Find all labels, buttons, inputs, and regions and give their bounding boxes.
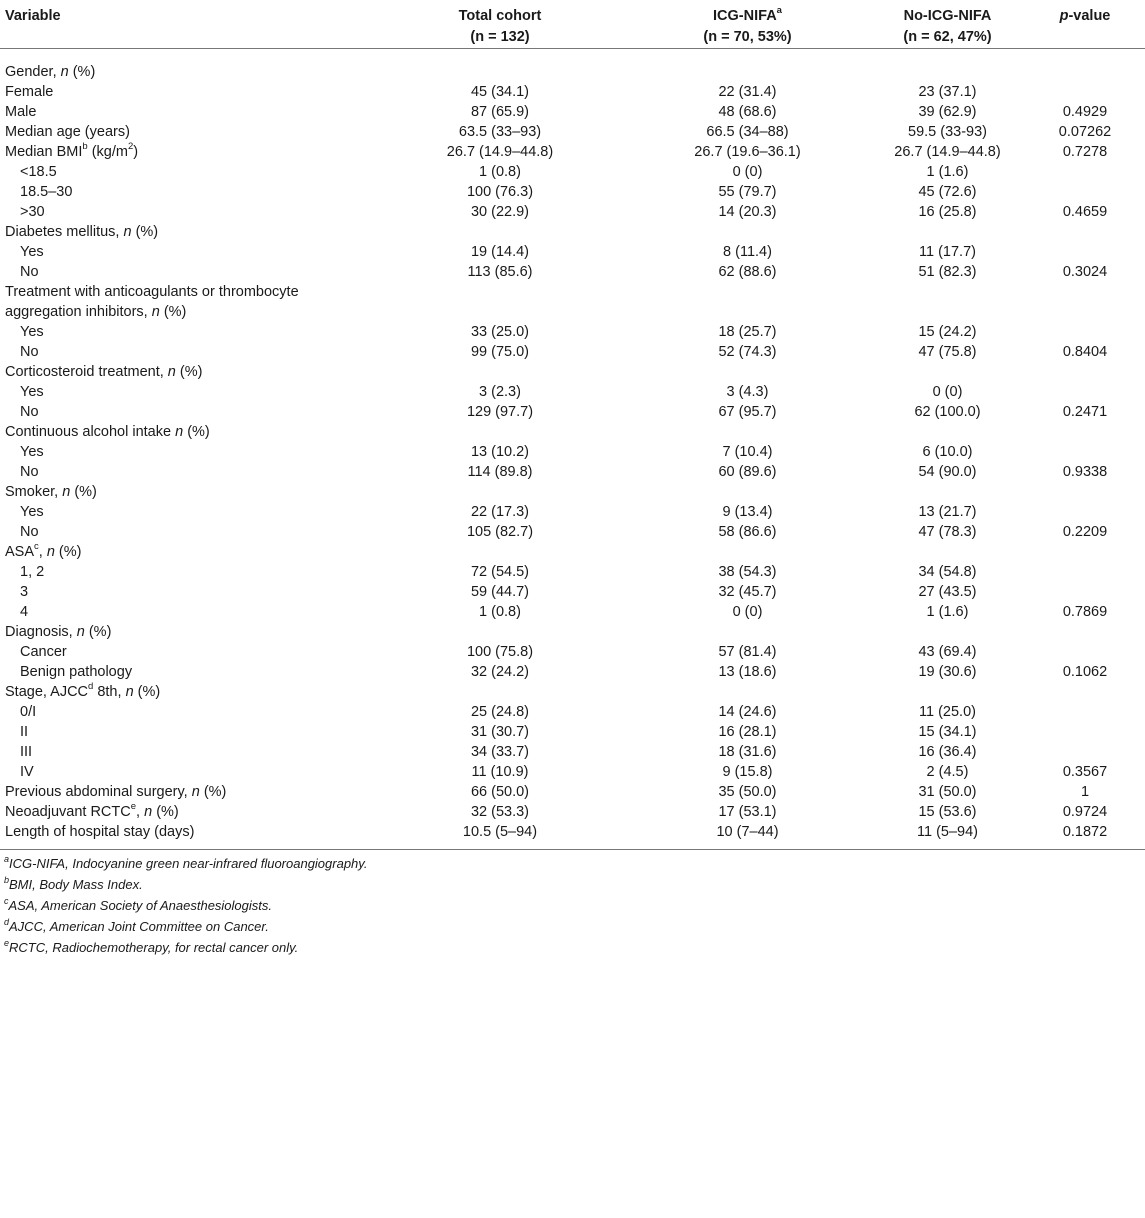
variable-label: II [20, 724, 29, 740]
total-cohort-value [375, 622, 625, 642]
variable-label: Yes [20, 384, 44, 400]
no-icg-nifa-value: 45 (72.6) [918, 184, 977, 200]
p-value: 1 [1080, 784, 1090, 800]
variable-label: 0/I [20, 704, 37, 720]
no-icg-nifa-value [870, 482, 1025, 502]
header-total-cohort: Total cohort (n = 132) [375, 6, 625, 49]
table-row [0, 462, 1145, 482]
variable-label: Previous abdominal surgery, n (%) [5, 784, 227, 800]
total-cohort-value [375, 362, 625, 382]
icg-nifa-value [625, 622, 870, 642]
no-icg-nifa-value: 34 (54.8) [918, 564, 977, 580]
p-value [1025, 442, 1145, 462]
variable-label: 4 [20, 604, 29, 620]
total-cohort-value: 25 (24.8) [470, 704, 530, 720]
table-row [0, 142, 1145, 162]
p-value [1025, 222, 1145, 242]
total-cohort-value: 13 (10.2) [470, 444, 530, 460]
variable-label: No [20, 524, 39, 540]
icg-nifa-value: 32 (45.7) [718, 584, 777, 600]
total-cohort-value: 3 (2.3) [479, 384, 521, 400]
icg-nifa-value: 0 (0) [732, 604, 763, 620]
table-row [0, 822, 1145, 850]
no-icg-nifa-value: 16 (25.8) [918, 204, 977, 220]
no-icg-nifa-value: 23 (37.1) [918, 84, 977, 100]
no-icg-nifa-value: 27 (43.5) [918, 584, 977, 600]
footnote: $^c$ASA, American Society of Anaesthesiologists. [4, 895, 272, 913]
total-cohort-value: 100 (75.8) [466, 644, 534, 660]
icg-nifa-value [625, 682, 870, 702]
no-icg-nifa-value: 59.5 (33-93) [908, 124, 987, 140]
p-value [1025, 502, 1145, 522]
icg-nifa-value [625, 222, 870, 242]
table-body [0, 49, 1145, 850]
no-icg-nifa-value [870, 222, 1025, 242]
p-value [1025, 382, 1145, 402]
p-value [1025, 482, 1145, 502]
icg-nifa-value: 16 (28.1) [718, 724, 777, 740]
no-icg-nifa-value: 11 (5–94) [870, 822, 1025, 850]
p-value [1025, 362, 1145, 382]
header-noicg-n: (n = 62, 47%) [903, 29, 992, 45]
p-value: 0.2209 [1062, 524, 1108, 540]
variable-label: Length of hospital stay (days) [0, 822, 375, 850]
variable-label: Median age (years) [5, 124, 130, 140]
header-variable: Variable [0, 6, 375, 49]
footnotes [0, 850, 1145, 958]
footnote: $^a$ICG-NIFA, Indocyanine green near-infrared fluoroangiography. [4, 853, 368, 871]
p-value: 0.7869 [1062, 604, 1108, 620]
icg-nifa-value: 9 (13.4) [722, 504, 773, 520]
table-row [0, 702, 1145, 722]
table-row [0, 582, 1145, 602]
table-row [0, 362, 1145, 382]
variable-label: III [20, 744, 33, 760]
variable-label: Female [5, 84, 54, 100]
p-value [1025, 422, 1145, 442]
total-cohort-value: 22 (17.3) [470, 504, 530, 520]
icg-nifa-value: 14 (24.6) [718, 704, 777, 720]
variable-label: No [20, 344, 39, 360]
total-cohort-value [375, 282, 625, 322]
no-icg-nifa-value: 11 (17.7) [919, 244, 976, 260]
variable-label: No [20, 464, 39, 480]
p-value [1025, 82, 1145, 102]
no-icg-nifa-value: 15 (24.2) [918, 324, 977, 340]
no-icg-nifa-value: 1 (1.6) [926, 164, 969, 180]
no-icg-nifa-value: 47 (75.8) [918, 344, 977, 360]
no-icg-nifa-value: 15 (53.6) [918, 804, 977, 820]
p-value [1025, 682, 1145, 702]
no-icg-nifa-value: 31 (50.0) [918, 784, 977, 800]
table-row [0, 422, 1145, 442]
p-value [1025, 642, 1145, 662]
p-value [1025, 242, 1145, 262]
no-icg-nifa-value [870, 682, 1025, 702]
p-value [1025, 742, 1145, 762]
variable-label: Yes [20, 324, 44, 340]
no-icg-nifa-value: 19 (30.6) [918, 664, 977, 680]
no-icg-nifa-value: 51 (82.3) [918, 264, 977, 280]
icg-nifa-value: 0 (0) [732, 164, 763, 180]
no-icg-nifa-value: 2 (4.5) [926, 764, 969, 780]
table-row [0, 742, 1145, 762]
table-header-row [0, 6, 1145, 49]
p-value: 0.7278 [1062, 144, 1108, 160]
p-value: 0.3567 [1062, 764, 1108, 780]
p-value: 0.07262 [1058, 124, 1112, 140]
icg-nifa-value: 57 (81.4) [718, 644, 777, 660]
icg-nifa-value: 13 (18.6) [718, 664, 777, 680]
table-row [0, 762, 1145, 782]
no-icg-nifa-value: 54 (90.0) [918, 464, 977, 480]
icg-nifa-value [625, 362, 870, 382]
icg-nifa-value: 26.7 (19.6–36.1) [694, 144, 801, 160]
total-cohort-value: 113 (85.6) [467, 264, 533, 280]
total-cohort-value: 100 (76.3) [466, 184, 534, 200]
table-row [0, 242, 1145, 262]
total-cohort-value: 87 (65.9) [470, 104, 530, 120]
table-row [0, 642, 1145, 662]
total-cohort-value [375, 422, 625, 442]
total-cohort-value [375, 49, 625, 83]
p-value [1025, 622, 1145, 642]
no-icg-nifa-value [870, 282, 1025, 322]
table-row [0, 222, 1145, 242]
total-cohort-value: 10.5 (5–94) [375, 822, 625, 850]
p-value: 0.4929 [1062, 104, 1108, 120]
variable-label: Benign pathology [20, 664, 133, 680]
icg-nifa-value: 52 (74.3) [718, 344, 777, 360]
no-icg-nifa-value: 13 (21.7) [918, 504, 977, 520]
total-cohort-value: 63.5 (33–93) [458, 124, 542, 140]
table-row [0, 482, 1145, 502]
variable-label: Corticosteroid treatment, n (%) [5, 364, 203, 380]
total-cohort-value: 45 (34.1) [470, 84, 530, 100]
p-value: 0.9338 [1062, 464, 1108, 480]
no-icg-nifa-value: 16 (36.4) [918, 744, 977, 760]
icg-nifa-value: 66.5 (34–88) [706, 124, 789, 140]
icg-nifa-value: 18 (25.7) [718, 324, 777, 340]
table-row [0, 342, 1145, 362]
no-icg-nifa-value: 43 (69.4) [918, 644, 977, 660]
variable-label: Diagnosis, n (%) [5, 624, 112, 640]
p-value [1025, 182, 1145, 202]
total-cohort-value: 31 (30.7) [470, 724, 530, 740]
total-cohort-value: 26.7 (14.9–44.8) [446, 144, 554, 160]
icg-nifa-value: 38 (54.3) [718, 564, 777, 580]
variable-label: Yes [20, 444, 44, 460]
no-icg-nifa-value: 0 (0) [932, 384, 963, 400]
total-cohort-value: 129 (97.7) [466, 404, 534, 420]
total-cohort-value: 32 (24.2) [470, 664, 530, 680]
total-cohort-value: 105 (82.7) [466, 524, 534, 540]
total-cohort-value: 11 (10.9) [471, 764, 529, 780]
total-cohort-value: 34 (33.7) [470, 744, 530, 760]
table-row [0, 622, 1145, 642]
table-row [0, 442, 1145, 462]
icg-nifa-value: 67 (95.7) [718, 404, 777, 420]
no-icg-nifa-value: 1 (1.6) [926, 604, 969, 620]
variable-label: Male [5, 104, 37, 120]
p-value: 0.8404 [1062, 344, 1108, 360]
table-row [0, 202, 1145, 222]
variable-label: Diabetes mellitus, n (%) [5, 224, 159, 240]
icg-nifa-value: 62 (88.6) [718, 264, 777, 280]
header-total-n: (n = 132) [470, 29, 530, 45]
no-icg-nifa-value: 11 (25.0) [919, 704, 976, 720]
p-value [1025, 322, 1145, 342]
table-row [0, 49, 1145, 83]
icg-nifa-value: 22 (31.4) [718, 84, 777, 100]
table-row [0, 382, 1145, 402]
variable-label: Neoadjuvant RCTC$^e$, n (%) [5, 801, 179, 820]
variable-label: Continuous alcohol intake n (%) [5, 424, 210, 440]
no-icg-nifa-value: 26.7 (14.9–44.8) [894, 144, 1001, 160]
p-value [1025, 562, 1145, 582]
table-row [0, 402, 1145, 422]
icg-nifa-value [625, 542, 870, 562]
icg-nifa-value: 17 (53.1) [718, 804, 777, 820]
no-icg-nifa-value: 15 (34.1) [918, 724, 977, 740]
footnote: $^d$AJCC, American Joint Committee on Cancer. [4, 916, 269, 934]
total-cohort-value: 99 (75.0) [470, 344, 530, 360]
table-row [0, 182, 1145, 202]
total-cohort-value: 1 (0.8) [479, 164, 521, 180]
total-cohort-value: 1 (0.8) [479, 604, 521, 620]
table-row [0, 722, 1145, 742]
p-value [1025, 582, 1145, 602]
icg-nifa-value: 48 (68.6) [718, 104, 777, 120]
p-value [1025, 162, 1145, 182]
p-value [1025, 49, 1145, 83]
table-row [0, 502, 1145, 522]
variable-label: Treatment with anticoagulants or thrombocyte aggregation inhibitors, n (%) [5, 284, 299, 320]
table-row [0, 522, 1145, 542]
total-cohort-value: 30 (22.9) [470, 204, 530, 220]
no-icg-nifa-value [870, 542, 1025, 562]
icg-nifa-value: 18 (31.6) [718, 744, 777, 760]
total-cohort-value: 72 (54.5) [470, 564, 530, 580]
variable-label: <18.5 [20, 164, 57, 180]
variable-label: Smoker, n (%) [5, 484, 97, 500]
header-icg-n: (n = 70, 53%) [703, 29, 792, 45]
variable-label: Median BMI$^b$ $(kg/m^2)$ [5, 141, 139, 160]
table-row [0, 682, 1145, 702]
table-row [0, 262, 1145, 282]
variable-label: ASA$^c$, n (%) [5, 541, 82, 560]
header-icg-nifa: ICG-NIFA$^a$ (n = 70, 53%) [625, 6, 870, 49]
total-cohort-value [375, 222, 625, 242]
p-value [1025, 702, 1145, 722]
icg-nifa-value: 55 (79.7) [718, 184, 777, 200]
icg-nifa-value: 14 (20.3) [718, 204, 777, 220]
total-cohort-value: 32 (53.3) [470, 804, 530, 820]
variable-label: Gender, n (%) [5, 64, 96, 80]
p-value [1025, 542, 1145, 562]
variable-label: No [20, 264, 39, 280]
p-value: 0.9724 [1062, 804, 1108, 820]
patient-characteristics-table [0, 6, 1145, 850]
table-row [0, 282, 1145, 322]
p-value: 0.1872 [1025, 822, 1145, 850]
icg-nifa-value: 7 (10.4) [722, 444, 773, 460]
variable-label: Yes [20, 244, 44, 260]
table-row [0, 802, 1145, 822]
no-icg-nifa-value [870, 362, 1025, 382]
variable-label: Cancer [20, 644, 67, 660]
p-value: 0.4659 [1062, 204, 1108, 220]
icg-nifa-value: 8 (11.4) [723, 244, 772, 260]
variable-label: IV [20, 764, 34, 780]
variable-label: 18.5–30 [20, 184, 73, 200]
icg-nifa-value [625, 282, 870, 322]
table-row [0, 82, 1145, 102]
no-icg-nifa-value [870, 622, 1025, 642]
table-row [0, 162, 1145, 182]
total-cohort-value: 114 (89.8) [467, 464, 533, 480]
total-cohort-value [375, 542, 625, 562]
icg-nifa-value: 58 (86.6) [718, 524, 777, 540]
footnote: $^e$RCTC, Radiochemotherapy, for rectal cancer only. [4, 937, 299, 955]
header-p-value: p-value [1025, 6, 1145, 49]
p-value [1025, 282, 1145, 322]
total-cohort-value: 19 (14.4) [470, 244, 530, 260]
no-icg-nifa-value: 62 (100.0) [914, 404, 981, 420]
footnote: $^b$BMI, Body Mass Index. [4, 874, 143, 892]
no-icg-nifa-value: 47 (78.3) [918, 524, 977, 540]
icg-nifa-value [625, 422, 870, 442]
table-row [0, 602, 1145, 622]
no-icg-nifa-value [870, 422, 1025, 442]
no-icg-nifa-value [870, 49, 1025, 83]
table-row [0, 322, 1145, 342]
variable-label: No [20, 404, 39, 420]
no-icg-nifa-value: 39 (62.9) [918, 104, 977, 120]
icg-nifa-value: 9 (15.8) [722, 764, 773, 780]
total-cohort-value: 66 (50.0) [470, 784, 530, 800]
variable-label: 1, 2 [20, 564, 45, 580]
variable-label: Yes [20, 504, 44, 520]
p-value: 0.2471 [1062, 404, 1108, 420]
no-icg-nifa-value: 6 (10.0) [922, 444, 973, 460]
variable-label: Stage, AJCC$^d$ 8th, n (%) [5, 681, 161, 700]
icg-nifa-value: 3 (4.3) [726, 384, 769, 400]
icg-nifa-value [625, 49, 870, 83]
icg-nifa-value: 35 (50.0) [718, 784, 777, 800]
icg-nifa-value: 10 (7–44) [625, 822, 870, 850]
p-value: 0.3024 [1062, 264, 1108, 280]
table-row [0, 122, 1145, 142]
header-no-icg-nifa: No-ICG-NIFA (n = 62, 47%) [870, 6, 1025, 49]
p-value: 0.1062 [1062, 664, 1108, 680]
variable-label: 3 [20, 584, 29, 600]
table-row [0, 542, 1145, 562]
total-cohort-value [375, 482, 625, 502]
icg-nifa-value: 60 (89.6) [718, 464, 777, 480]
total-cohort-value: 59 (44.7) [470, 584, 530, 600]
table-row [0, 662, 1145, 682]
table-row [0, 102, 1145, 122]
icg-nifa-value [625, 482, 870, 502]
table-row [0, 562, 1145, 582]
table-row [0, 782, 1145, 802]
p-value [1025, 722, 1145, 742]
total-cohort-value: 33 (25.0) [470, 324, 530, 340]
variable-label: >30 [20, 204, 45, 220]
total-cohort-value [375, 682, 625, 702]
